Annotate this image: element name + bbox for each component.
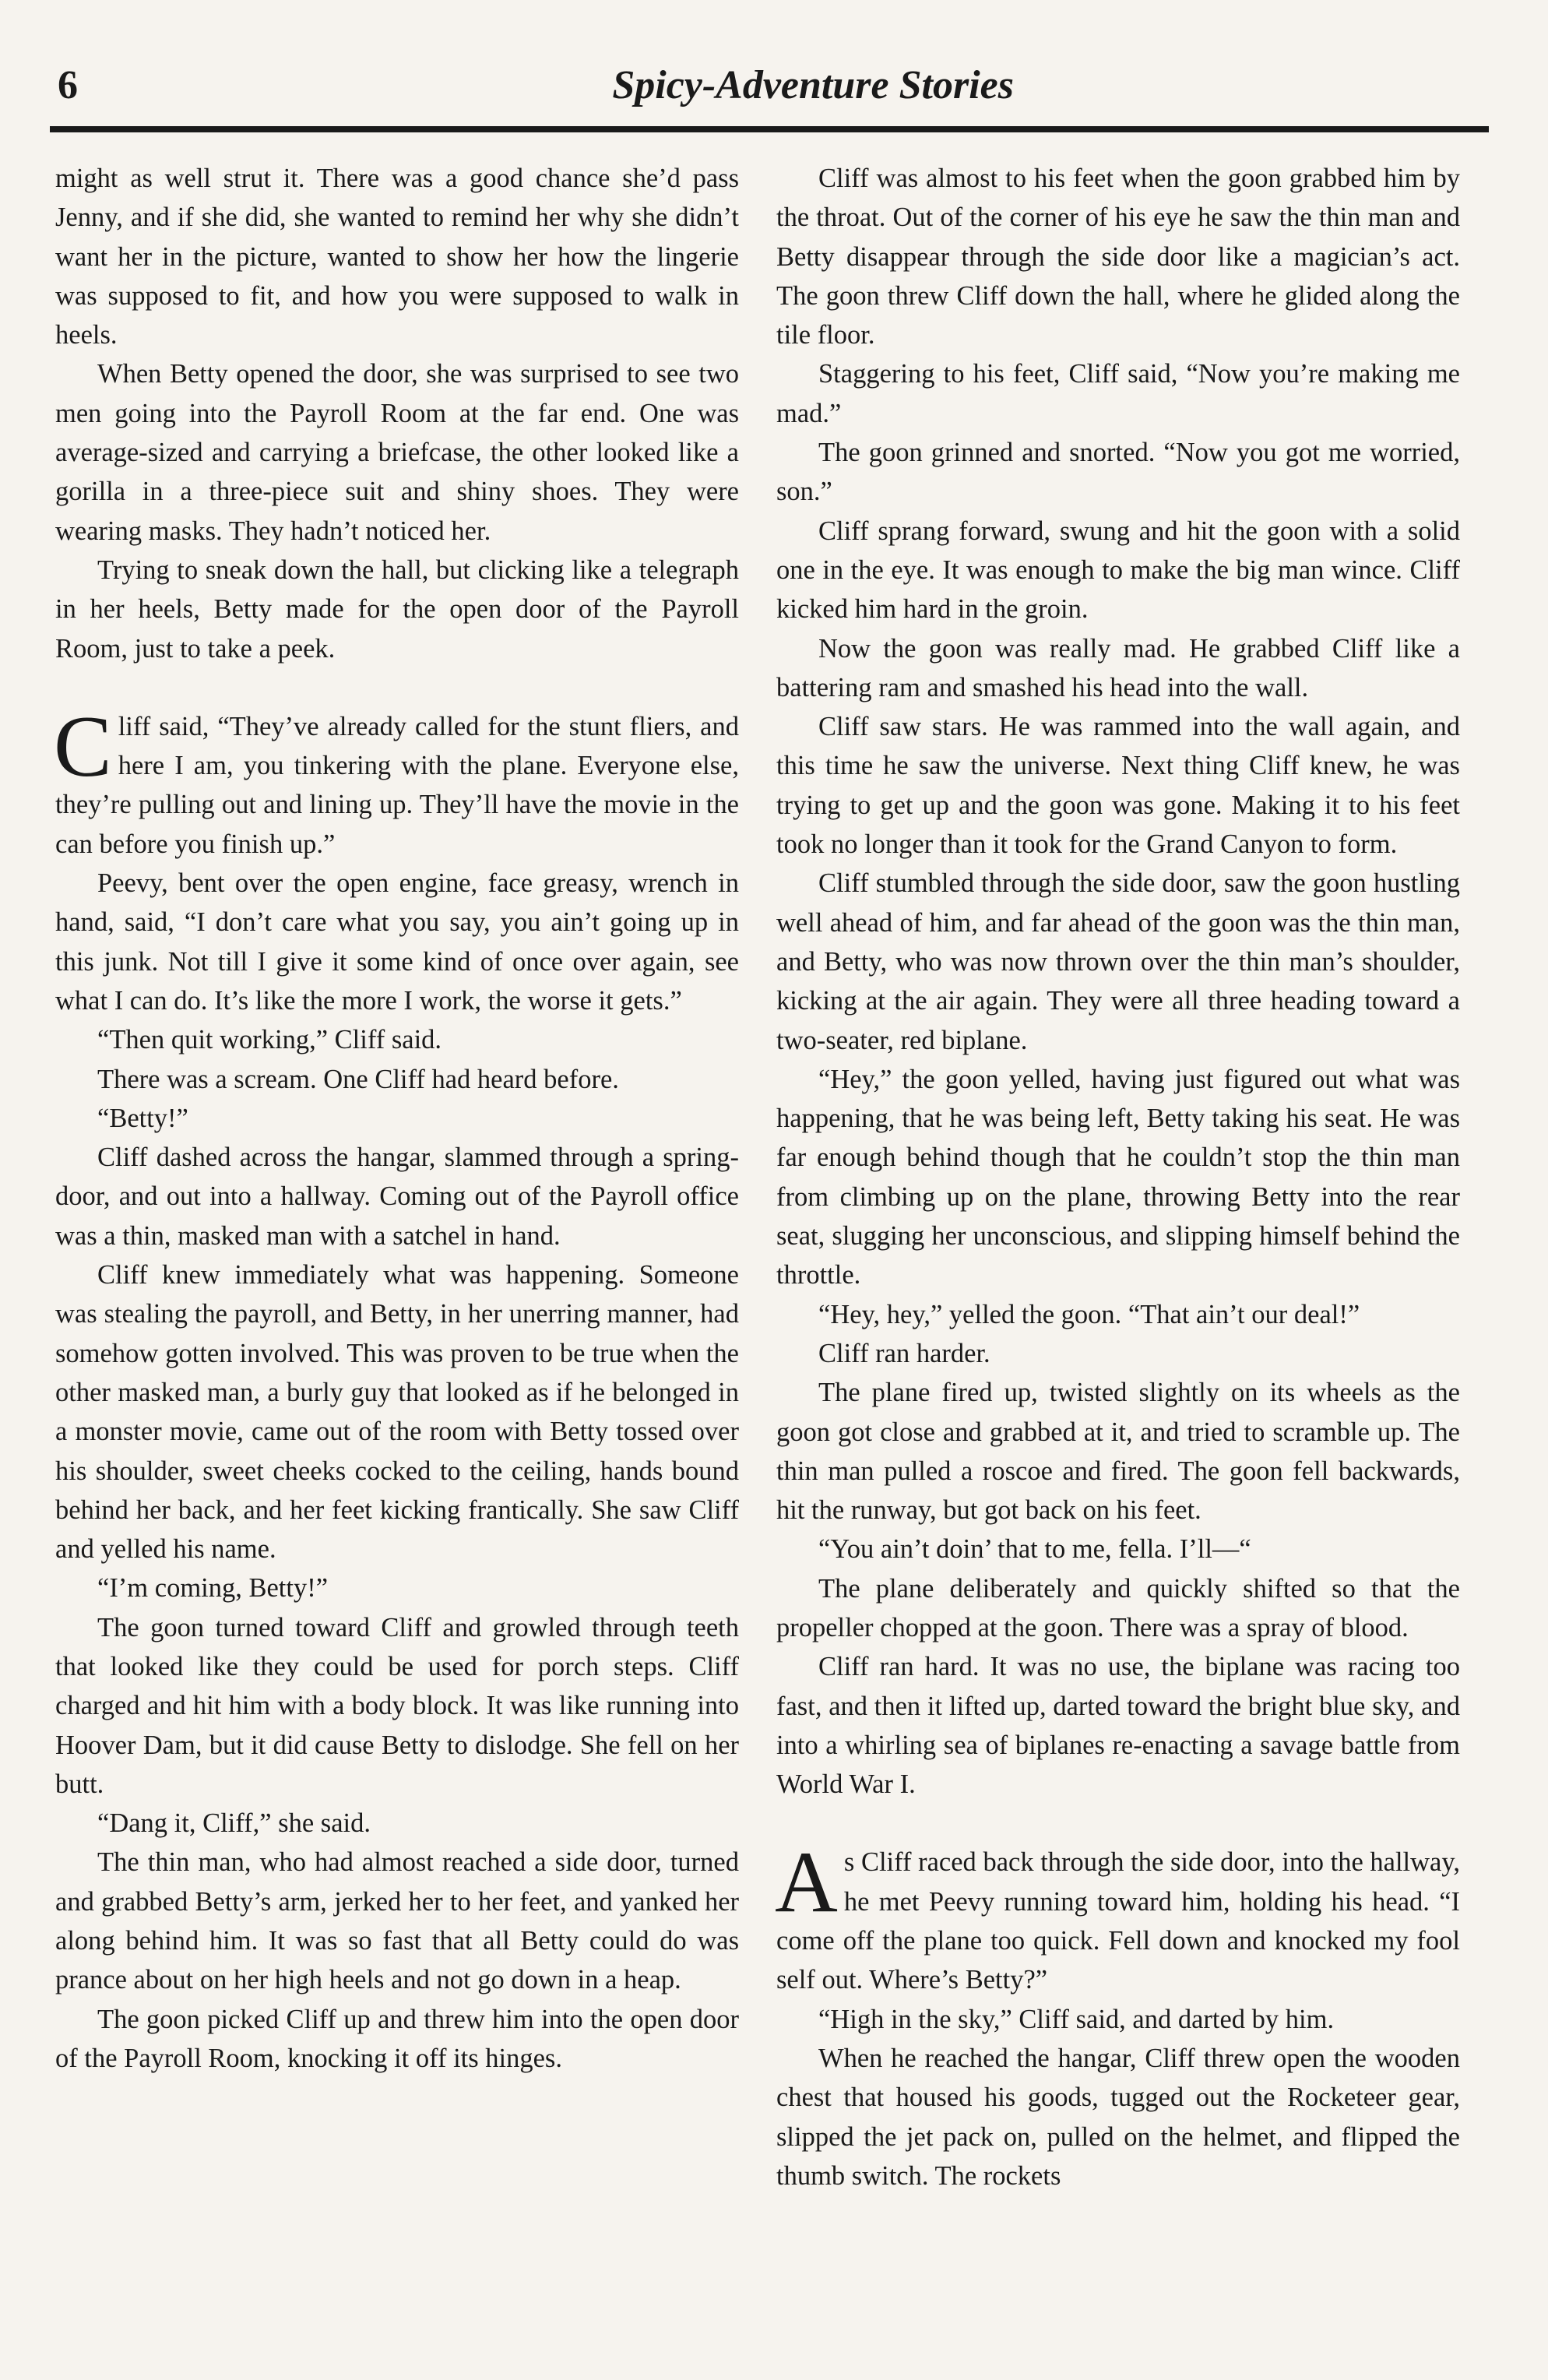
dropcap-paragraph-text: s Cliff raced back through the side door, into the hallway, he met Peevy running toward him, holding his head. “I come off the plane too quick. Fell down and knocked my fool self out. Where’s Betty?” [776,1847,1460,1995]
header-rule [50,126,1489,132]
paragraph: Peevy, bent over the open engine, face greasy, wrench in hand, said, “I don’t care what you say, you ain’t going up in this junk. Not till I give it some kind of once over again, see what I can do. It’s like the more I work, the worse it gets.” [55,868,739,1016]
paragraph: “Hey, hey,” yelled the goon. “That ain’t our deal!” [818,1299,1360,1329]
paragraph: “I’m coming, Betty!” [97,1573,329,1604]
paragraph: The goon picked Cliff up and threw him into the open door of the Payroll Room, knocking it off its hinges. [55,2004,739,2073]
paragraph: When Betty opened the door, she was surprised to see two men going into the Payroll Room at the far end. One was average-sized and carrying a briefcase, the other looked like a gorilla in a three-piece suit and shiny shoes. They were wearing masks. They hadn’t noticed her. [55,359,739,546]
paragraph: When he reached the hangar, Cliff threw open the wooden chest that housed his goods, tugged out the Rocketeer gear, slipped the jet pack on, pulled on the helmet, and flipped the thumb switch. The rockets [776,2043,1460,2191]
paragraph: Now the goon was really mad. He grabbed Cliff like a battering ram and smashed his head into the wall. [776,633,1460,702]
paragraph: Staggering to his feet, Cliff said, “Now you’re making me mad.” [776,359,1460,428]
paragraph: The goon grinned and snorted. “Now you got me worried, son.” [776,438,1460,507]
paragraph: Cliff dashed across the hangar, slammed through a spring-door, and out into a hallway. Coming out of the Payroll office was a thin, masked man with a satchel in hand. [55,1142,739,1251]
paragraph: Cliff was almost to his feet when the goon grabbed him by the throat. Out of the corner of his eye he saw the thin man and Betty disappear through the side door like a magician’s act. The goon threw Cliff down the hall, where he glided along the tile floor. [776,164,1460,350]
paragraph: “Dang it, Cliff,” she said. [97,1808,371,1839]
right-column [776,159,1460,2195]
paragraph: Cliff ran harder. [818,1338,990,1368]
paragraph: “You ain’t doin’ that to me, fella. I’ll—“ [818,1534,1251,1565]
paragraph: “Betty!” [97,1103,188,1133]
page-number: 6 [58,63,78,107]
dropcap-paragraph-text: liff said, “They’ve already called for the stunt fliers, and here I am, you tinkering with the plane. Everyone else, they’re pulling out and lining up. They’ll have the movie in the can before you finish up.” [55,711,739,859]
paragraph: Trying to sneak down the hall, but clicking like a telegraph in her heels, Betty made for the open door of the Payroll Room, just to take a peek. [55,555,739,664]
paragraph: Cliff knew immediately what was happening. Someone was stealing the payroll, and Betty, in her unerring manner, had somehow gotten involved. This was proven to be true when the other masked man, a burly guy that looked as if he belonged in a monster movie, came out of the room with Betty tossed over his shoulder, sweet cheeks cocked to the ceiling, hands bound behind her back, and her feet kicking frantically. She saw Cliff and yelled his name. [55,1260,739,1565]
magazine-title: Spicy-Adventure Stories [612,63,1014,107]
paragraph: There was a scream. One Cliff had heard before. [97,1064,619,1094]
paragraph: The plane fired up, twisted slightly on its wheels as the goon got close and grabbed at it, and tried to scramble up. The thin man pulled a roscoe and fired. The goon fell backwards, hit the runway, but got back on his feet. [776,1378,1460,1526]
drop-cap: C [54,698,112,795]
paragraph: Cliff sprang forward, swung and hit the goon with a solid one in the eye. It was enough to make the big man wince. Cliff kicked him hard in the groin. [776,516,1460,625]
left-column [55,159,739,2078]
paragraph: “High in the sky,” Cliff said, and darted by him. [818,2004,1335,2034]
dropcap-paragraph [54,698,739,864]
paragraph: The plane deliberately and quickly shifted so that the propeller chopped at the goon. There was a spray of blood. [776,1573,1460,1642]
drop-cap: A [775,1834,838,1931]
paragraph: might as well strut it. There was a good chance she’d pass Jenny, and if she did, she wanted to remind her why she didn’t want her in the picture, wanted to show her how the lingerie was supposed to fit, and how you were supposed to walk in heels. [55,164,739,350]
paragraph: Cliff stumbled through the side door, saw the goon hustling well ahead of him, and far ahead of the goon was the thin man, and Betty, who was now thrown over the thin man’s shoulder, kicking at the air again. They were all three heading toward a two-seater, red biplane. [776,868,1460,1055]
paragraph: The thin man, who had almost reached a side door, turned and grabbed Betty’s arm, jerked her to her feet, and yanked her along behind him. It was so fast that all Betty could do was prance about on her high heels and not go down in a heap. [55,1847,739,1995]
paragraph: Cliff ran hard. It was no use, the biplane was racing too fast, and then it lifted up, darted toward the bright blue sky, and into a whirling sea of biplanes re-enacting a savage battle from World War I. [776,1652,1460,1800]
paragraph: Cliff saw stars. He was rammed into the wall again, and this time he saw the universe. Next thing Cliff knew, he was trying to get up and the goon was gone. Making it to his feet took no longer than it took for the Grand Canyon to form. [776,712,1460,860]
paragraph: “Then quit working,” Cliff said. [97,1025,442,1055]
paragraph: The goon turned toward Cliff and growled through teeth that looked like they could be used for porch steps. Cliff charged and hit him with a body block. It was like running into Hoover Dam, but it did cause Betty to dislodge. She fell on her butt. [55,1612,739,1799]
paragraph: “Hey,” the goon yelled, having just figured out what was happening, that he was being left, Betty taking his seat. He was far enough behind though that he couldn’t stop the thin man from climbing up on the plane, throwing Betty into the rear seat, slugging her unconscious, and slipping himself behind the throttle. [776,1064,1460,1290]
dropcap-paragraph [775,1834,1460,1999]
page-header [55,55,1489,129]
